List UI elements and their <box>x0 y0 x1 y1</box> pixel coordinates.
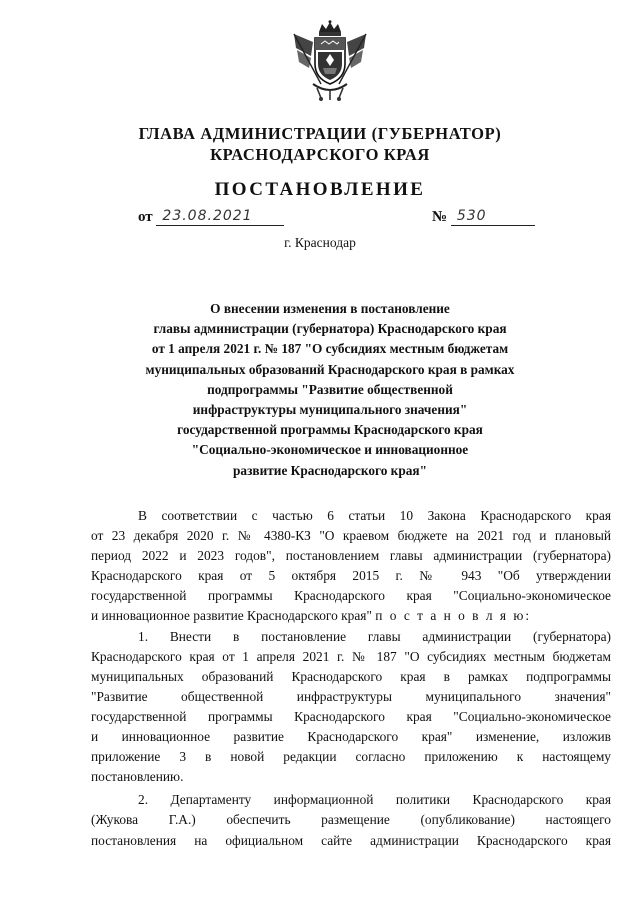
body-line: постановлению. <box>91 769 184 785</box>
body-line: 2. Департаменту информационной политики Краснодарского края <box>138 792 611 808</box>
body-line: (Жукова Г.А.) обеспечить размещение (опубликование) настоящего <box>91 812 611 828</box>
city: г. Краснодар <box>284 235 356 250</box>
body-line: постановления на официальном сайте администрации Краснодарского края <box>91 832 611 848</box>
body-line: Краснодарского края от 5 октября 2015 г. № 943 "Об утверждении <box>91 568 611 584</box>
date-prefix: от <box>138 209 153 225</box>
coat-of-arms-icon <box>291 20 369 102</box>
body-line <box>91 606 611 626</box>
body-line: период 2022 и 2023 годов", постановлением главы администрации (губернатора) <box>91 548 611 564</box>
number-field <box>432 208 535 226</box>
body-line: "Развитие общественной инфраструктуры муниципального значения" <box>91 688 611 704</box>
document-title <box>140 299 520 481</box>
number-prefix: № <box>432 209 448 225</box>
body-line: государственной программы Краснодарского края "Социально-экономическое <box>91 588 611 604</box>
organization-name-line1: ГЛАВА АДМИНИСТРАЦИИ (ГУБЕРНАТОР) <box>138 124 502 143</box>
title-line: О внесении изменения в постановление <box>210 301 450 316</box>
title-line: "Социально-экономическое и инновационное <box>191 442 469 458</box>
title-line: инфраструктуры муниципального значения" <box>192 402 468 418</box>
document-body <box>91 506 611 851</box>
title-line: подпрограммы "Развитие общественной <box>207 381 453 397</box>
organization-name-line2: КРАСНОДАРСКОГО КРАЯ <box>210 145 430 164</box>
title-line: муниципальных образований Краснодарского края в рамках <box>145 361 515 377</box>
date-value: 23.08.2021 <box>156 208 284 226</box>
body-line: 1. Внести в постановление главы администрации (губернатора) <box>138 628 611 644</box>
body-line: и инновационное развитие Краснодарского края" изменение, изложив <box>91 729 611 745</box>
body-line: Краснодарского края от 1 апреля 2021 г. № 187 "О субсидиях местным бюджетам <box>91 648 611 664</box>
body-line: от 23 декабря 2020 г. № 4380-КЗ "О краевом бюджете на 2021 год и плановый <box>91 528 611 544</box>
title-line: развитие Краснодарского края" <box>233 462 427 478</box>
body-line-part: и инновационное развитие Краснодарского края" <box>91 608 372 624</box>
resolution-word: п о с т а н о в л я ю: <box>375 608 532 624</box>
body-line: В соответствии с частью 6 статьи 10 Закона Краснодарского края <box>138 508 611 523</box>
body-line: муниципальных образований Краснодарского края в рамках подпрограммы <box>91 668 611 684</box>
title-line: от 1 апреля 2021 г. № 187 "О субсидиях местным бюджетам <box>151 341 509 357</box>
date-field <box>138 208 284 226</box>
number-value: 530 <box>451 208 535 226</box>
body-line: приложение 3 в новой редакции согласно приложению к настоящему <box>91 749 611 765</box>
document-type: ПОСТАНОВЛЕНИЕ <box>214 179 426 200</box>
body-line: государственной программы Краснодарского края "Социально-экономическое <box>91 708 611 724</box>
title-line: главы администрации (губернатора) Краснодарского края <box>153 321 507 337</box>
title-line: государственной программы Краснодарского края <box>177 422 483 438</box>
